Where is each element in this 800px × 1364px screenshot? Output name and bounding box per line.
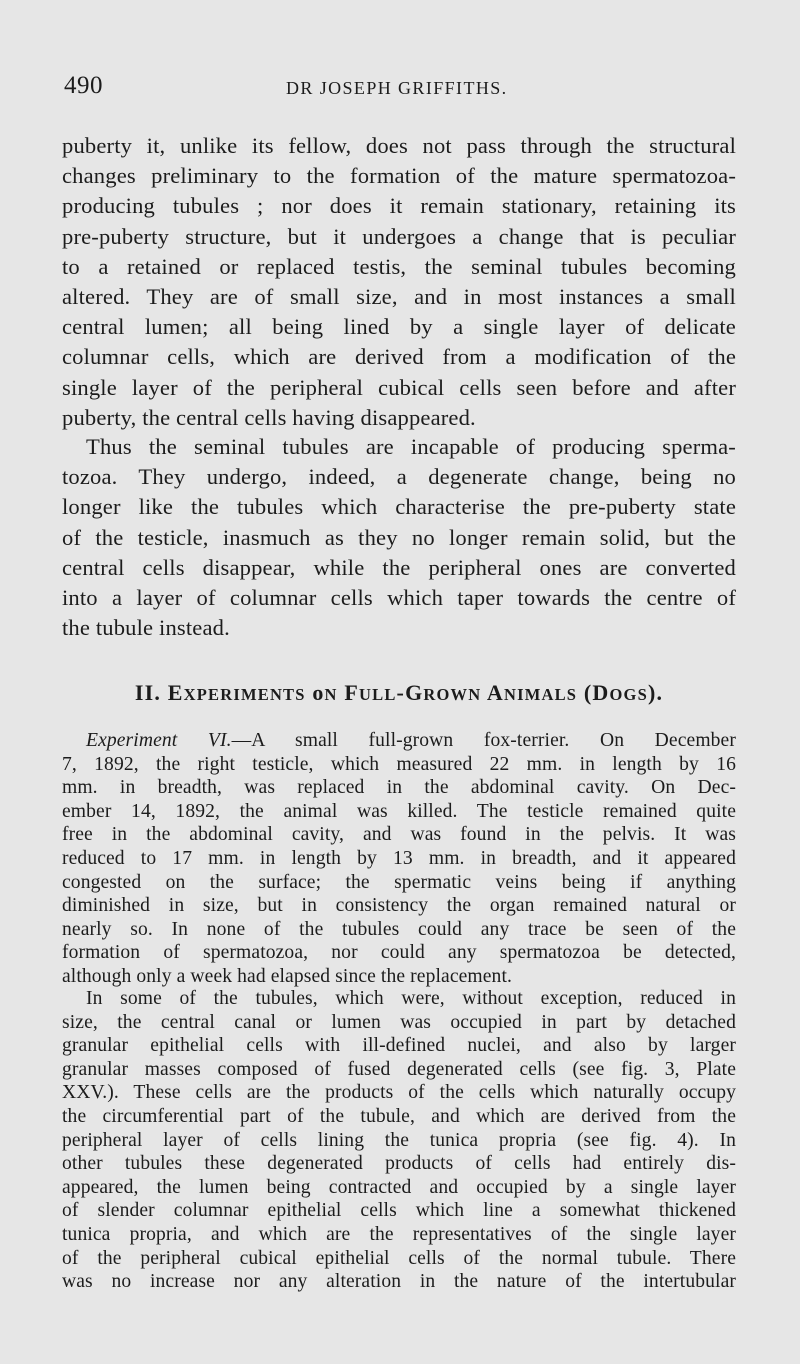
text-line: ember 14, 1892, the animal was killed. The testicle remained quite — [62, 800, 736, 822]
text-line: diminished in size, but in consistency the organ remained natural or — [62, 895, 736, 917]
text-line: to a retained or replaced testis, the seminal tubules becoming — [62, 253, 736, 279]
text-line: columnar cells, which are derived from a modification of the — [62, 344, 736, 370]
text-line: granular epithelial cells with ill-defined nuclei, and also by larger — [62, 1035, 736, 1057]
text-line — [62, 729, 736, 753]
text-line: formation of spermatozoa, nor could any spermatozoa be detected, — [62, 942, 736, 964]
paragraph-4 — [62, 987, 736, 1294]
section-numeral: II. — [134, 680, 162, 705]
paragraph-experiment-vi — [62, 729, 736, 989]
experiment-intro: —A small full-grown fox-terrier. On December — [231, 730, 736, 751]
text-line: other tubules these degenerated products of cells had entirely dis- — [62, 1153, 736, 1175]
text-line: granular masses composed of fused degenerated cells (see fig. 3, Plate — [62, 1058, 736, 1080]
text-line: XXV.). These cells are the products of the cells which naturally occupy — [62, 1082, 736, 1104]
section-suffix: (DOGS). — [583, 680, 664, 705]
text-line: changes preliminary to the formation of the mature spermatozoa- — [62, 163, 736, 189]
text-line: puberty, the central cells having disappeared. — [62, 404, 476, 430]
text-line: size, the central canal or lumen was occupied in part by detached — [62, 1011, 736, 1033]
text-line: reduced to 17 mm. in length by 13 mm. in breadth, and it appeared — [62, 847, 736, 869]
text-line: puberty it, unlike its fellow, does not pass through the structural — [62, 133, 736, 158]
text-line: longer like the tubules which characterise the pre-puberty state — [62, 494, 736, 520]
section-word: ANIMALS — [486, 680, 578, 705]
text-line: congested on the surface; the spermatic veins being if anything — [62, 871, 736, 893]
text-line: appeared, the lumen being contracted and occupied by a single layer — [62, 1176, 736, 1198]
text-line: the tubule instead. — [62, 615, 230, 641]
text-line: single layer of the peripheral cubical cells seen before and after — [62, 374, 736, 400]
text-line: free in the abdominal cavity, and was found in the pelvis. It was — [62, 824, 736, 846]
text-line: of the peripheral cubical epithelial cells of the normal tubule. There — [62, 1247, 736, 1269]
section-heading — [62, 680, 736, 706]
text-line: central lumen; all being lined by a single layer of delicate — [62, 314, 736, 340]
text-line: mm. in breadth, was replaced in the abdominal cavity. On Dec- — [62, 777, 736, 799]
text-line: tunica propria, and which are the representatives of the single layer — [62, 1223, 736, 1245]
text-line: producing tubules ; nor does it remain stationary, retaining its — [62, 193, 736, 219]
text-line: 7, 1892, the right testicle, which measured 22 mm. in length by 16 — [62, 753, 736, 775]
page-number: 490 — [64, 72, 103, 99]
text-line: Thus the seminal tubules are incapable of producing sperma- — [86, 434, 736, 459]
text-line: the circumferential part of the tubule, and which are derived from the — [62, 1105, 736, 1127]
text-line: of slender columnar epithelial cells which line a somewhat thickened — [62, 1200, 736, 1222]
text-line: peripheral layer of cells lining the tunica propria (see fig. 4). In — [62, 1129, 736, 1151]
text-line: nearly so. In none of the tubules could any trace be seen of the — [62, 918, 736, 940]
experiment-label: Experiment VI. — [86, 730, 232, 751]
text-line: was no increase nor any alteration in the nature of the intertubular — [62, 1271, 736, 1293]
paragraph-2 — [62, 432, 736, 643]
running-head: DR JOSEPH GRIFFITHS. — [286, 78, 508, 98]
text-line: tozoa. They undergo, indeed, a degenerate change, being no — [62, 464, 736, 490]
text-line: of the testicle, inasmuch as they no longer remain solid, but the — [62, 524, 736, 550]
text-line: central cells disappear, while the peripheral ones are converted — [62, 554, 736, 580]
section-word: FULL-GROWN — [344, 680, 482, 705]
text-line: altered. They are of small size, and in most instances a small — [62, 284, 736, 310]
text-line: although only a week had elapsed since the replacement. — [62, 965, 512, 987]
paragraph-1 — [62, 131, 736, 433]
section-word: EXPERIMENTS — [167, 680, 306, 705]
section-word: oN — [312, 680, 338, 705]
text-line: into a layer of columnar cells which taper towards the centre of — [62, 585, 736, 611]
text-line: pre-puberty structure, but it undergoes a change that is peculiar — [62, 223, 736, 249]
page-header — [64, 72, 736, 104]
text-line: In some of the tubules, which were, without exception, reduced in — [86, 988, 736, 1009]
